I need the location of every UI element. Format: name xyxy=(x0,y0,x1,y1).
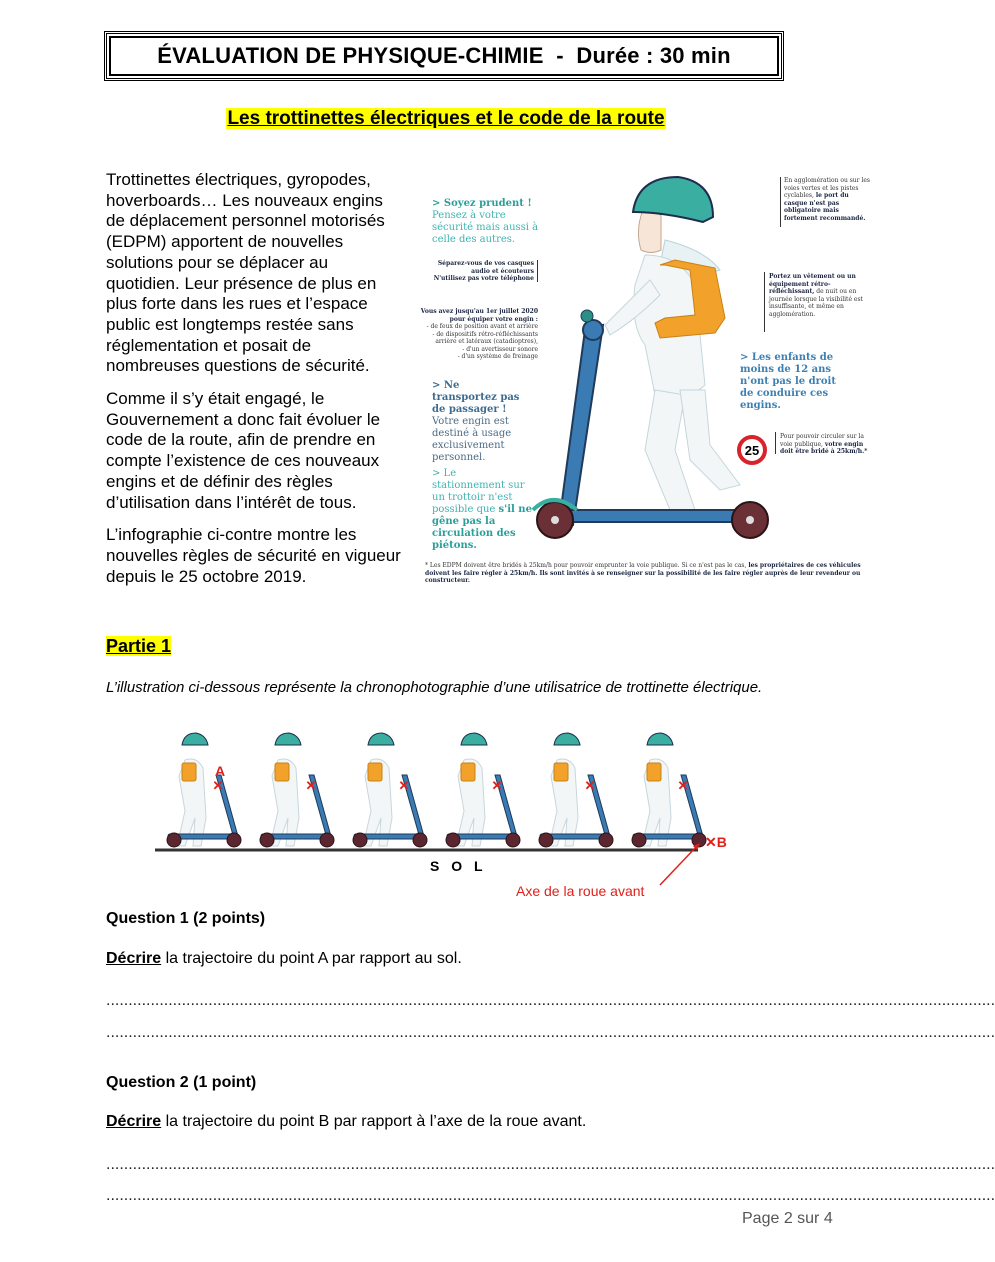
question-1-title: Question 1 (2 points) xyxy=(106,910,266,927)
children-rule: > Les enfants de moins de 12 ans n'ont pas le droit de conduire ces engins. xyxy=(740,352,836,411)
point-a-label: A xyxy=(215,763,226,779)
helmet-icon xyxy=(275,733,301,745)
passenger-warning: > Ne transportez pas de passager ! Votre engin est destiné à usage exclusivement personnel. xyxy=(432,380,520,463)
chrono-frame xyxy=(446,733,520,847)
phone-warning: Séparez-vous de vos casques audio et écouteurs N'utilisez pas votre téléphone xyxy=(433,260,534,282)
ground-label: S O L xyxy=(430,858,487,874)
answer-line-q1-2[interactable]: ........................................................................................................................................................................................................ xyxy=(106,1024,995,1041)
question-2-verb: Décrire xyxy=(106,1113,162,1130)
speed-limit-value: 25 xyxy=(744,443,760,458)
exam-title-box xyxy=(104,31,784,81)
helmet-icon xyxy=(554,733,580,745)
subtitle-wrapper xyxy=(0,108,892,130)
intro-text xyxy=(106,170,406,599)
front-wheel-axis-label: Axe de la roue avant xyxy=(516,883,645,899)
point-a-marker: ✕ xyxy=(212,778,224,793)
infographic xyxy=(420,165,880,600)
point-a-marker: ✕ xyxy=(584,778,596,793)
document-subtitle: Les trottinettes électriques et le code de la route xyxy=(227,108,665,129)
speed-limit-note: Pour pouvoir circuler sur la voie publique, votre engin doit être bridé à 25km/h.* xyxy=(780,433,868,455)
answer-line-q1-1[interactable]: ........................................................................................................................................................................................................ xyxy=(106,992,995,1009)
reflective-clothing-note: Portez un vêtement ou un équipement rétro-réfléchissant, de nuit ou en journée lorsque la visibilité est insuffisante, et même en agglomération. xyxy=(769,273,863,318)
point-a-marker: ✕ xyxy=(305,778,317,793)
point-a-marker: ✕ xyxy=(677,778,689,793)
intro-paragraph-3: L’infographie ci-contre montre les nouvelles règles de sécurité en vigueur depuis le 25 octobre 2019. xyxy=(106,525,401,586)
point-a-marker: ✕ xyxy=(398,778,410,793)
intro-paragraph-1: Trottinettes électriques, gyropodes, hoverboards… Les nouveaux engins de déplacement personnel motorisés (EDPM) apportent de nouvelles solutions pour se déplacer au quotidien. Leur présence de plus en plus forte dans les rues et l’espace public est longtemps restée sans réglementation et posait de nombreuses questions de sécurité. xyxy=(106,170,385,376)
question-2-text: Décrire la trajectoire du point B par rapport à l’axe de la roue avant. xyxy=(106,1113,587,1130)
soyez-prudent-block: > Soyez prudent ! Pensez à votre sécurité mais aussi à celle des autres. xyxy=(432,198,539,245)
helmet-icon xyxy=(368,733,394,745)
equipment-requirements: Vous avez jusqu'au 1er juillet 2020 pour équiper votre engin : - de feux de position avant et arrière - de dispositifs rétro-réfléchissants arrière et latéraux (catadioptres), - d'un avertisseur sonore - d'un système de freinage xyxy=(420,308,538,360)
point-b-marker: ✕B xyxy=(705,834,727,850)
point-a-marker: ✕ xyxy=(491,778,503,793)
chrono-frame xyxy=(353,733,427,847)
helmet-note: En agglomération ou sur les voies vertes et les pistes cyclables, le port du casque n'est pas obligatoire mais fortement recommandé. xyxy=(784,177,870,222)
axis-arrow xyxy=(655,840,705,890)
chrono-frame xyxy=(632,733,706,847)
answer-line-q2-2[interactable]: ........................................................................................................................................................................................................ xyxy=(106,1187,995,1204)
question-1-text: Décrire la trajectoire du point A par rapport au sol. xyxy=(106,950,462,967)
scooter-deck xyxy=(560,510,760,522)
helmet-icon xyxy=(647,733,673,745)
helmet-icon xyxy=(182,733,208,745)
part-1-title: Partie 1 xyxy=(106,636,172,656)
infographic-footnote: * Les EDPM doivent être bridés à 25km/h pour pouvoir emprunter la voie publique. Si ce n'est pas le cas, les propriétaires de ces véhicules doivent les faire régler à 25km/h. Ils sont invités à se renseigner sur la possibilité de les faire régler auprès de leur revendeur ou constructeur. xyxy=(425,562,861,584)
chrono-frame xyxy=(539,733,613,847)
point-b-label: B xyxy=(716,834,727,850)
parking-rule: > Le stationnement sur un trottoir n'est possible que s'il ne gêne pas la circulation des piétons. xyxy=(432,468,532,551)
chronophotography-description: L’illustration ci-dessous représente la chronophotographie d’une utilisatrice de trottinette électrique. xyxy=(106,679,763,696)
page-number: Page 2 sur 4 xyxy=(742,1210,833,1227)
question-1-verb: Décrire xyxy=(106,950,162,967)
part-1-title-wrapper xyxy=(106,636,171,657)
scooter-stem xyxy=(559,325,603,525)
chrono-frame xyxy=(167,733,241,847)
helmet-icon xyxy=(461,733,487,745)
chrono-frame xyxy=(260,733,334,847)
answer-line-q2-1[interactable]: ........................................................................................................................................................................................................ xyxy=(106,1156,995,1173)
question-2-title: Question 2 (1 point) xyxy=(106,1074,257,1091)
intro-paragraph-2: Comme il s’y était engagé, le Gouvernement a donc fait évoluer le code de la route, afin de prendre en compte l’existence de ces nouveaux engins et de définir des règles d’utilisation dans l’intérêt de tous. xyxy=(106,389,381,512)
exam-title: ÉVALUATION DE PHYSIQUE-CHIMIE - Durée : 30 min xyxy=(157,43,731,68)
